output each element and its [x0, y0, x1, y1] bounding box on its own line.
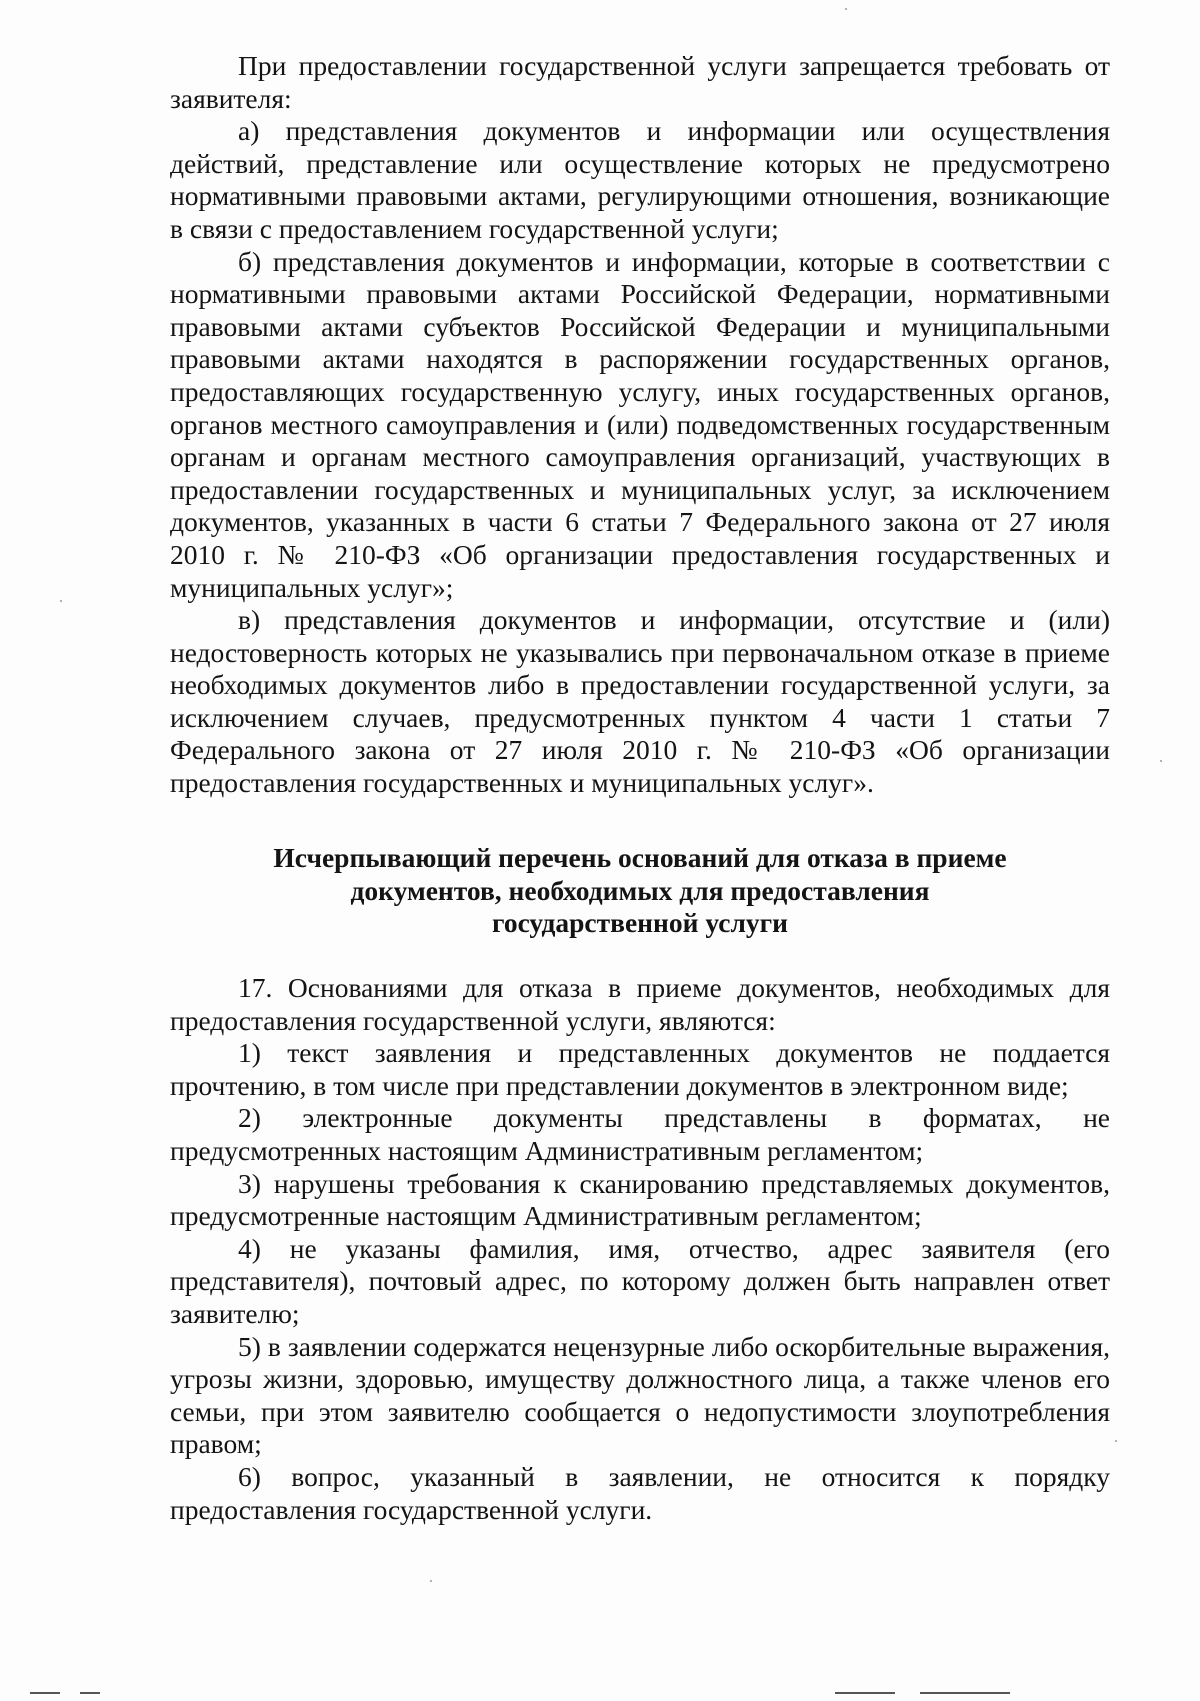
list-paragraph: 2) электронные документы представлены в форматах, не предусмотренных настоящим Административным регламентом; [170, 1102, 1110, 1166]
list-paragraph: 17. Основаниями для отказа в приеме документов, необходимых для предоставления государственной услуги, являются: [170, 972, 1110, 1036]
scan-edge-mark [80, 1692, 100, 1694]
scan-speck [60, 600, 62, 602]
list-paragraph: 1) текст заявления и представленных документов не поддается прочтению, в том числе при представлении документов в электронном виде; [170, 1037, 1110, 1101]
list-paragraph: 5) в заявлении содержатся нецензурные либо оскорбительные выражения, угрозы жизни, здоровью, имуществу должностного лица, а также членов его семьи, при этом заявителю сообщается о недопустимости злоупотребления правом; [170, 1330, 1110, 1460]
scan-speck [1115, 1440, 1117, 1442]
intro-paragraph: При предоставлении государственной услуги запрещается требовать от заявителя: [170, 50, 1110, 114]
scan-speck [845, 8, 847, 10]
scan-speck [1160, 760, 1162, 762]
scan-edge-mark [30, 1692, 60, 1694]
section-heading [170, 842, 1110, 940]
list-paragraph: 4) не указаны фамилия, имя, отчество, адрес заявителя (его представителя), почтовый адрес, по которому должен быть направлен ответ заявителю; [170, 1232, 1110, 1329]
heading-line: государственной услуги [492, 907, 788, 939]
scan-speck [430, 1580, 432, 1582]
intro-paragraph: а) представления документов и информации или осуществления действий, представление или осуществление которых не предусмотрено нормативными правовыми актами, регулирующими отношения, возникающие в связи с предоставлением государственной услуги; [170, 115, 1110, 244]
grounds-list-section [170, 972, 1110, 1526]
intro-paragraph: в) представления документов и информации, отсутствие и (или) недостоверность которых не указывались при первоначальном отказе в приеме необходимых документов либо в предоставлении государственной услуги, за исключением случаев, предусмотренных пунктом 4 части 1 статьи 7 Федерального закона от 27 июля 2010 г. № 210-ФЗ «Об организации предоставления государственных и муниципальных услуг». [170, 604, 1110, 799]
intro-section [170, 50, 1110, 800]
intro-paragraph: б) представления документов и информации, которые в соответствии с нормативными правовыми актами Российской Федерации, нормативными правовыми актами субъектов Российской Федерации и муниципальными правовыми актами находятся в распоряжении государственных органов, предоставляющих государственную услугу, иных государственных органов, органов местного самоуправления и (или) подведомственных государственным органам и органам местного самоуправления организаций, участвующих в предоставлении государственных и муниципальных услуг, за исключением документов, указанных в части 6 статьи 7 Федерального закона от 27 июля 2010 г. № 210-ФЗ «Об организации предоставления государственных и муниципальных услуг»; [170, 245, 1110, 603]
scan-edge-mark [835, 1692, 895, 1694]
list-paragraph: 6) вопрос, указанный в заявлении, не относится к порядку предоставления государственной услуги. [170, 1460, 1110, 1525]
heading-line: Исчерпывающий перечень оснований для отказа в приеме [273, 842, 1007, 873]
scan-edge-mark [920, 1692, 1010, 1694]
list-paragraph: 3) нарушены требования к сканированию представляемых документов, предусмотренные настоящим Административным регламентом; [170, 1167, 1110, 1232]
heading-line: документов, необходимых для предоставления [350, 874, 930, 906]
